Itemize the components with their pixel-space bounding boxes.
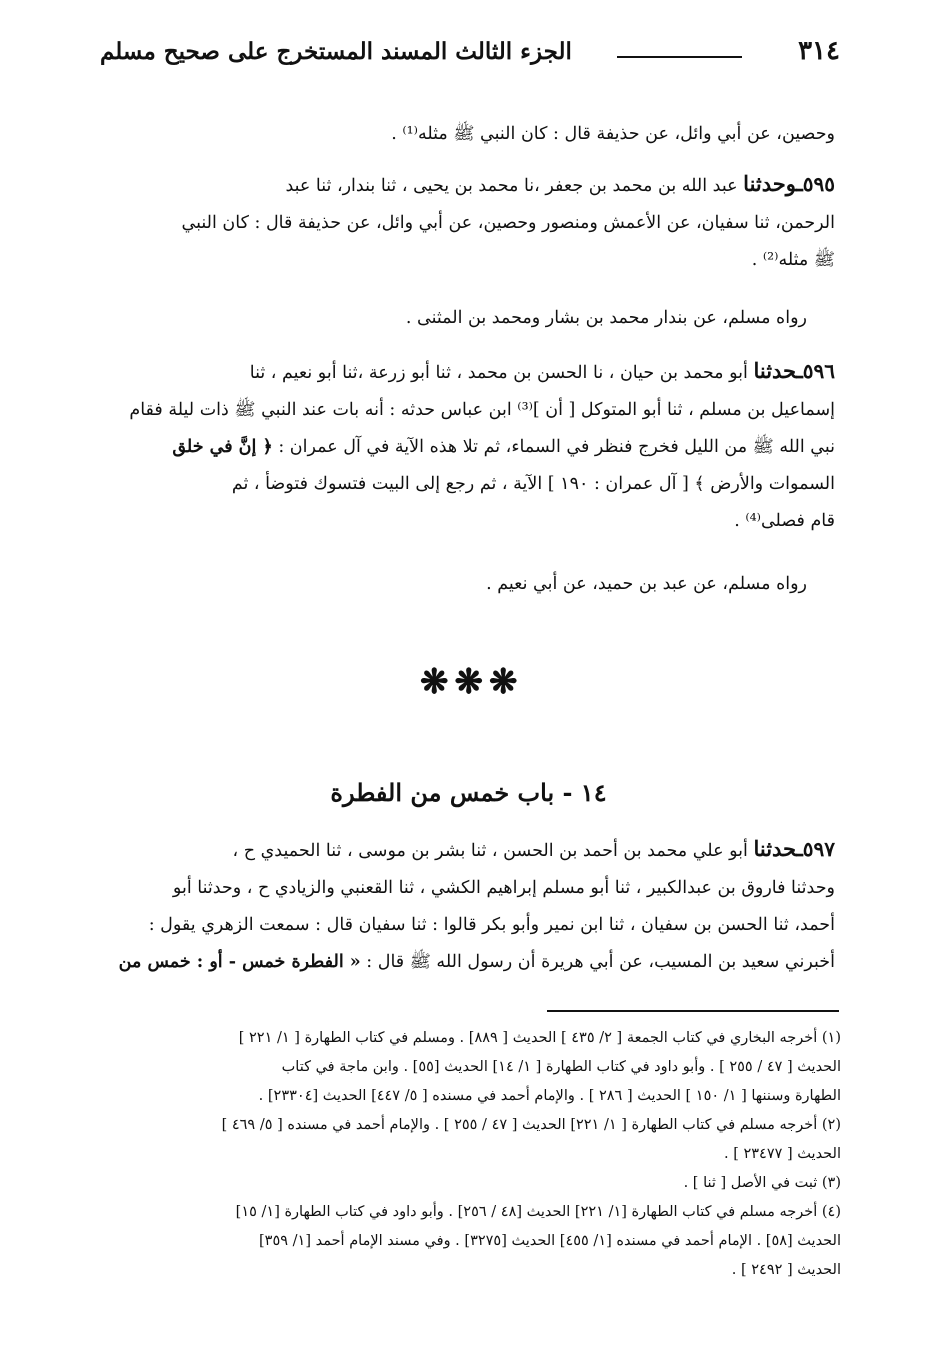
- hadith-number: ٥٩٦: [802, 359, 835, 383]
- riwayah-596: رواه مسلم، عن عبد بن حميد، عن أبي نعيم .: [486, 574, 807, 594]
- hadith-lead-word: ـحدثنا: [753, 836, 803, 861]
- continued-text: [95, 116, 835, 153]
- text-line: وحدثنا فاروق بن عبدالكبير ، ثنا أبو مسلم إبراهيم الكشي ، ثنا القعنبي والزيادي ح ، وحدثنا أبو: [172, 878, 835, 898]
- riwayah-595: رواه مسلم، عن بندار محمد بن بشار ومحمد بن المثنى .: [405, 308, 807, 328]
- chapter-title: ١٤ - باب خمس من الفطرة: [330, 778, 607, 807]
- footnote-separator: [547, 1010, 839, 1012]
- footnotes: [96, 1024, 841, 1285]
- text-line: قام فصلى⁽⁴⁾ .: [734, 511, 835, 531]
- footnote-line: (٣) ثبت في الأصل [ ثنا ] .: [683, 1175, 841, 1191]
- page-number: ٣١٤: [798, 36, 840, 66]
- text-line: إسماعيل بن مسلم ، ثنا أبو المتوكل [ أن ]⁽³⁾ ابن عباس حدثه : أنه بات عند النبي ﷺ ذات ليلة فقام: [129, 400, 835, 420]
- footnote-line: الحديث [ ٢٣٤٧٧ ] .: [723, 1146, 841, 1162]
- text-line: عبد الله بن محمد بن جعفر ،نا محمد بن يحيى ، ثنا بندار، ثنا عبد: [285, 176, 738, 196]
- hadith-lead-word: ـحدثنا: [753, 358, 803, 383]
- running-title: الجزء الثالث المسند المستخرج على صحيح مسلم: [100, 38, 572, 65]
- header-rule: [617, 56, 742, 58]
- footnote-line: الحديث [ ٢٤٩٢ ] .: [731, 1262, 841, 1278]
- hadith-597: [95, 830, 835, 981]
- hadith-595: [95, 165, 835, 279]
- text-line: أبو علي محمد بن أحمد بن الحسن ، ثنا بشر بن موسى ، ثنا الحميدي ح ،: [232, 841, 748, 861]
- hadith-quote: « الفطرة خمس - أو : خمس من: [118, 952, 361, 972]
- text-line: أبو محمد بن حيان ، نا الحسن بن محمد ، ثنا أبو زرعة ،ثنا أبو نعيم ، ثنا: [249, 363, 748, 383]
- text-segment: أخبرني سعيد بن المسيب، عن أبي هريرة أن رسول الله ﷺ قال :: [366, 952, 835, 972]
- text-line: [95, 429, 835, 466]
- footnote-line: الحديث [ ٤٧ / ٢٥٥ ] . وأبو داود في كتاب الطهارة [ ١/ ١٤] الحديث [٥٥] . وابن ماجة في كتاب: [281, 1059, 841, 1075]
- hadith-lead-word: ـوحدثنا: [743, 171, 803, 196]
- footnote-line: الطهارة وسننها [ ١/ ١٥٠ ] الحديث [ ٢٨٦ ] . والإمام أحمد في مسنده [ ٥/ ٤٤٧] الحديث [٢٣٣٠٤] .: [258, 1088, 841, 1104]
- hadith-first-line: [95, 352, 835, 392]
- text-line: ﷺ مثله⁽²⁾ .: [751, 250, 835, 270]
- text-line: الرحمن، ثنا سفيان، عن الأعمش ومنصور وحصين، عن أبي وائل، عن حذيفة قال : كان النبي: [181, 213, 835, 233]
- footnote-line: (٤) أخرجه مسلم في كتاب الطهارة [١/ ٢٢١] الحديث [٤٨ / ٢٥٦] . وأبو داود في كتاب الطهارة [١/ ١٥]: [235, 1204, 841, 1220]
- text-line: السموات والأرض ﴾ [ آل عمران : ١٩٠ ] الآية ، ثم رجع إلى البيت فتسوك فتوضأ ، ثم: [231, 474, 835, 494]
- hadith-first-line: [95, 165, 835, 205]
- hadith-first-line: [95, 830, 835, 870]
- footnote-line: (٢) أخرجه مسلم في كتاب الطهارة [ ١/ ٢٢١] الحديث [ ٤٧ / ٢٥٥ ] . والإمام أحمد في مسنده [ ٥/ ٤٦٩ ]: [221, 1117, 841, 1133]
- section-divider-stars: ❋❋❋: [420, 662, 524, 702]
- text-line: [95, 944, 835, 981]
- text-line: أحمد، ثنا الحسن بن سفيان ، ثنا ابن نمير وأبو بكر قالوا : ثنا سفيان قال : سمعت الزهري يقول :: [148, 915, 835, 935]
- hadith-number: ٥٩٥: [802, 172, 835, 196]
- hadith-596: [95, 352, 835, 540]
- hadith-number: ٥٩٧: [802, 837, 835, 861]
- quran-quote: ﴿ إنَّ في خلق: [172, 437, 273, 457]
- text-segment: نبي الله ﷺ من الليل فخرج فنظر في السماء، ثم تلا هذه الآية في آل عمران :: [278, 437, 835, 457]
- footnote-line: (١) أخرجه البخاري في كتاب الجمعة [ ٢/ ٤٣٥ ] الحديث [ ٨٨٩] . ومسلم في كتاب الطهارة [ ١/ ٢٢١ ]: [238, 1030, 841, 1046]
- page-header: [100, 30, 840, 80]
- text-line: وحصين، عن أبي وائل، عن حذيفة قال : كان النبي ﷺ مثله⁽¹⁾ .: [391, 124, 835, 144]
- footnote-line: الحديث [٥٨] . الإمام أحمد في مسنده [١/ ٤٥٥] الحديث [٣٢٧٥] . وفي مسند الإمام أحمد [١/ ٣٥٩]: [258, 1233, 841, 1249]
